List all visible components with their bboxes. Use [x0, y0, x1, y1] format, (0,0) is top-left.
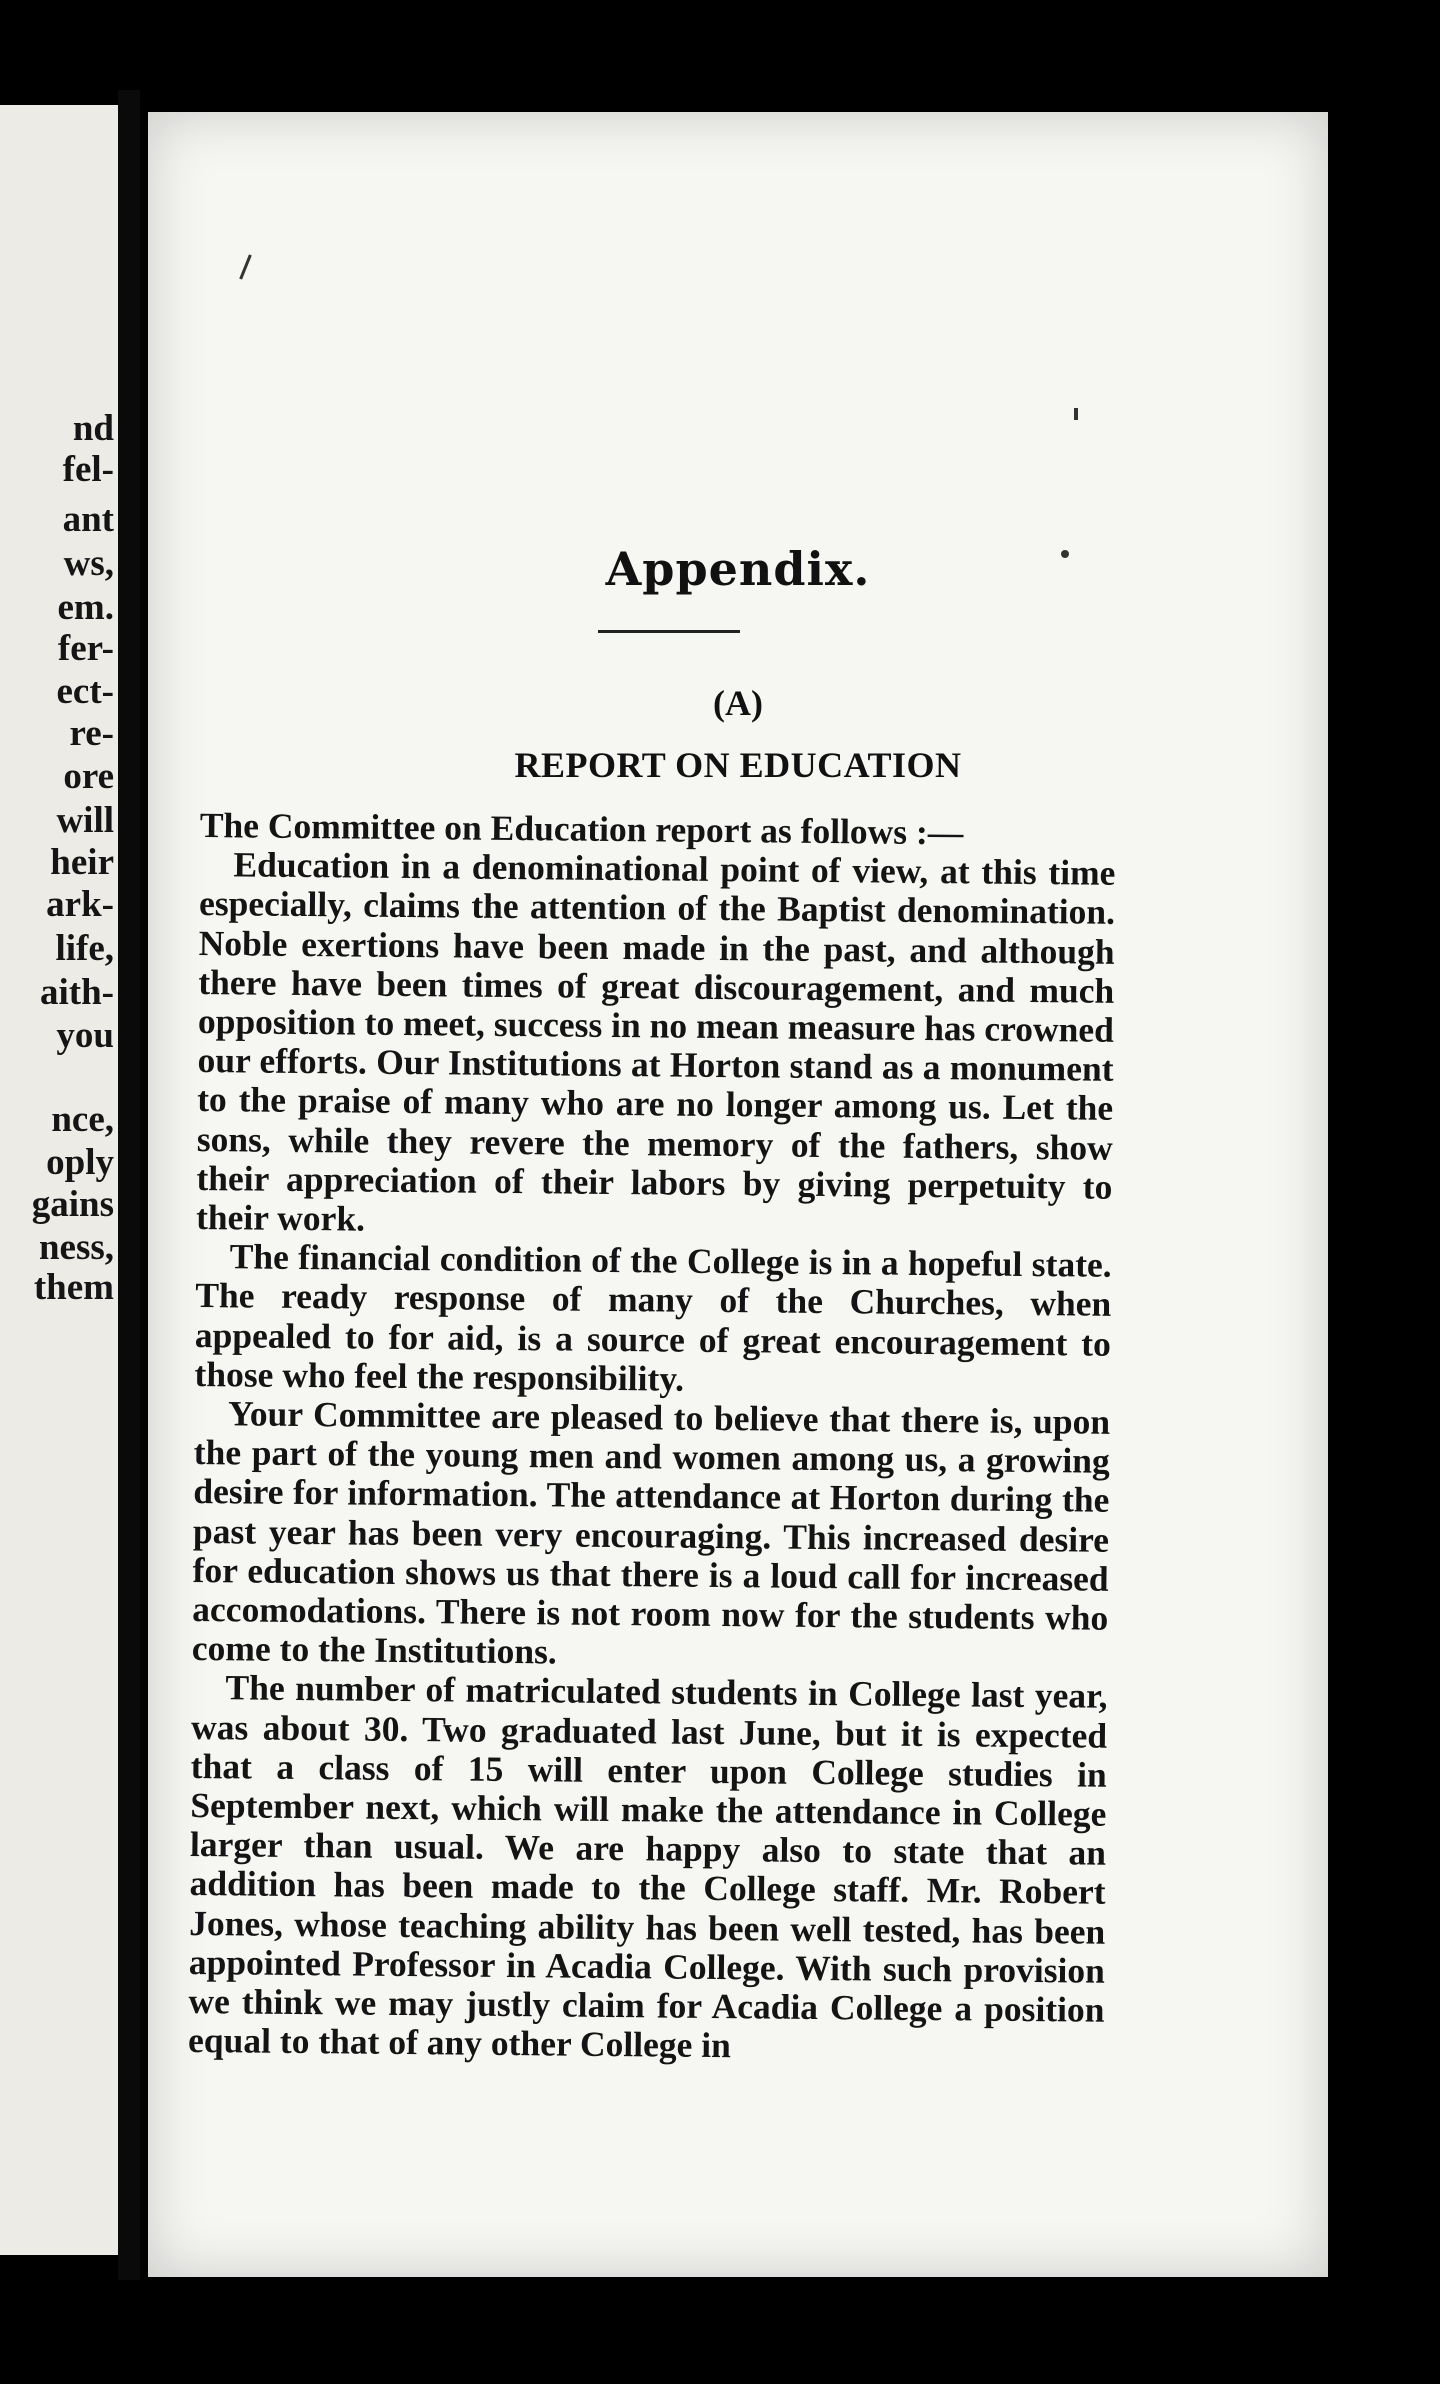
- left-facing-page: [0, 105, 118, 2255]
- left-page-fragment: fel-: [62, 449, 114, 490]
- ink-speck: [239, 254, 252, 279]
- left-page-fragment: oply: [46, 1142, 114, 1183]
- left-page-fragment: aith-: [40, 972, 114, 1013]
- paragraph: The financial condition of the College is in a hopeful state. The ready response of many of the Churches, when appealed to for aid, is a source of great encouragement to those who feel the responsibility.: [194, 1236, 1112, 1399]
- paragraph: Your Committee are pleased to believe that there is, upon the part of the young men and women among us, a growing desire for information. The attendance at Horton during the past year has been very encouraging. This increased desire for education shows us that there is a loud call for increased accomodations. There is not room now for the students who come to the Institutions.: [191, 1393, 1111, 1672]
- report-body: [188, 806, 1116, 2069]
- left-page-fragment: gains: [31, 1184, 114, 1225]
- left-page-fragment: nce,: [51, 1099, 114, 1140]
- left-page-fragment: re-: [69, 713, 114, 754]
- report-title: REPORT ON EDUCATION: [514, 745, 962, 785]
- page-gutter: [118, 90, 140, 2280]
- left-page-fragment: em.: [57, 587, 114, 628]
- left-page-fragment: ark-: [46, 884, 114, 925]
- left-page-fragment: them: [33, 1267, 114, 1308]
- paragraph: Education in a denominational point of view, at this time especially, claims the attention of the Baptist denomination. Noble exertions have been made in the past, and although there have been times of great discouragement, and much opposition to meet, success in no mean measure has crowned our efforts. Our Institutions at Horton stand as a monument to the praise of many who are no longer among us. Let the sons, while they revere the memory of the fathers, show their appreciation of their labors by giving perpetuity to their work.: [195, 844, 1116, 1239]
- left-page-fragment: ore: [63, 756, 114, 797]
- appendix-title: Appendix.: [605, 542, 871, 596]
- left-page-fragment: ect-: [56, 671, 114, 712]
- document-page: [148, 112, 1328, 2277]
- title-rule: [598, 630, 740, 633]
- left-page-fragment: ness,: [38, 1227, 114, 1268]
- report-lead: The Committee on Education report as follows :—: [199, 805, 964, 853]
- left-page-fragment: fer-: [57, 628, 114, 669]
- paragraph: The number of matriculated students in College last year, was about 30. Two graduated last June, but it is expected that a class of 15 will enter upon College studies in September next, which will make the attendance in College larger than usual. We are happy also to state that an addition has been made to the College staff. Mr. Robert Jones, whose teaching ability has been well tested, has been appointed Professor in Acadia College. With such provision we think we may justly claim for Acadia College a position equal to that of any other College in: [187, 1667, 1108, 2066]
- left-page-fragment: heir: [50, 842, 114, 883]
- left-page-fragment: nd: [72, 408, 114, 449]
- left-page-fragment: ws,: [63, 543, 114, 584]
- section-label: (A): [713, 683, 763, 723]
- ink-speck: [1074, 408, 1078, 420]
- left-page-fragment: life,: [55, 928, 114, 969]
- left-page-fragment: ant: [62, 499, 114, 540]
- left-page-fragment: you: [56, 1015, 114, 1056]
- left-page-fragment: will: [56, 800, 114, 841]
